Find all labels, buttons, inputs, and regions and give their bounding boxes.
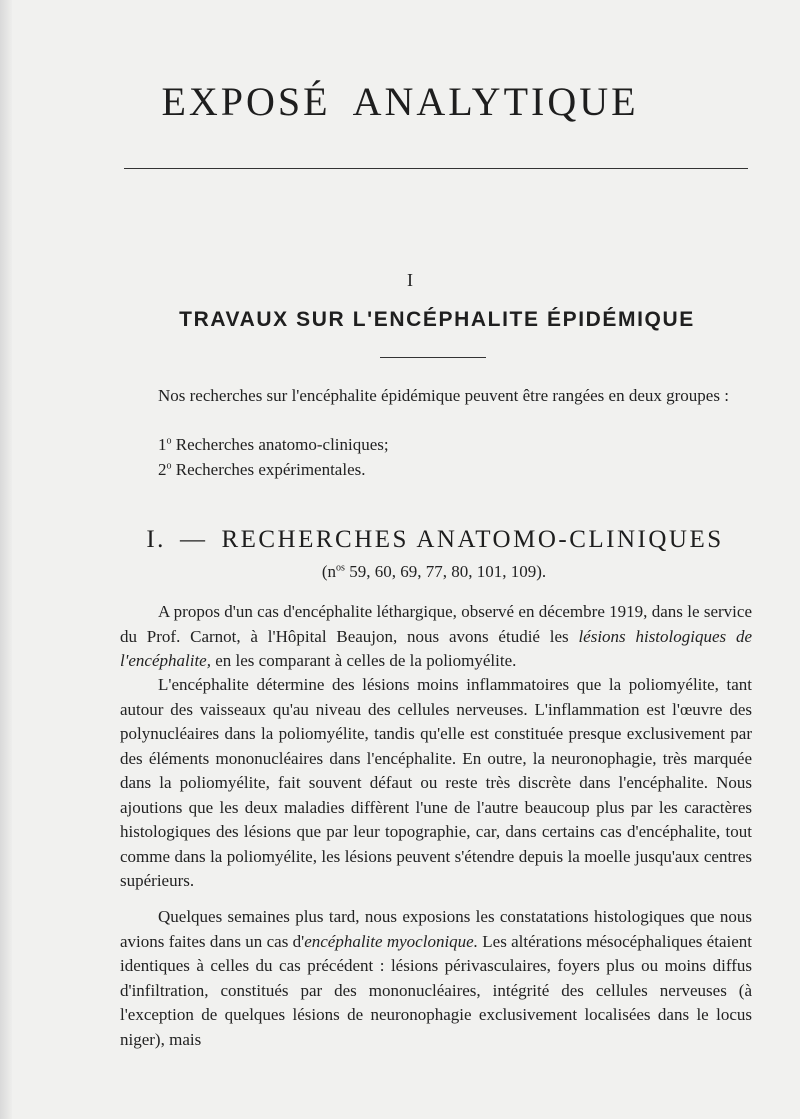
subsection-dash: — <box>179 526 208 553</box>
list-item <box>158 433 389 458</box>
refs-numbers: 59, 60, 69, 77, 80, 101, 109). <box>344 562 547 581</box>
list-item <box>158 458 366 483</box>
subsection-title-text: RECHERCHES ANATOMO-CLINIQUES <box>221 526 724 553</box>
paragraph-3-text-b: Les altérations mésocéphaliques étaient identiques à celles du cas précédent : lésions périvasculaires, foyers plus ou moins diffus d'infiltration, constitués par des mononucléaires, intégrité des cellules nerveuses (à l'exception de quelques lésions de neuronophagie exclusivement localisées dans le locus niger), mais <box>120 931 752 1049</box>
section-number: I <box>407 270 413 290</box>
refs-prefix: (n <box>321 562 337 581</box>
list-item-number: 1 <box>158 435 167 454</box>
page-title <box>0 78 800 125</box>
page-title-part2: ANALYTIQUE <box>352 79 639 124</box>
list-item-ordinal: o <box>166 460 172 472</box>
list-item-label: Recherches expérimentales. <box>171 460 366 479</box>
list-item-number: 2 <box>158 460 167 479</box>
paragraph-3 <box>120 905 752 1052</box>
section-title: TRAVAUX SUR L'ENCÉPHALITE ÉPIDÉMIQUE <box>179 308 695 331</box>
subsection-number: I. <box>146 526 166 553</box>
page-title-part1: EXPOSÉ <box>161 79 331 124</box>
subsection-title <box>0 526 800 554</box>
paragraph-1-emphasis: lésions histologiques de l'encéphalite, <box>120 626 752 670</box>
refs-superscript: os <box>336 562 345 574</box>
paragraph-1 <box>120 600 752 674</box>
intro-paragraph: Nos recherches sur l'encéphalite épidémique peuvent être rangées en deux groupes : <box>158 386 729 405</box>
list-item-ordinal: o <box>166 435 172 447</box>
paragraph-3-text-a: Quelques semaines plus tard, nous exposions les constatations histologiques que nous avions faites dans un cas d' <box>120 907 752 951</box>
paragraph-1-text-b: en les comparant à celles de la poliomyélite. <box>210 651 517 670</box>
paragraph-2: L'encéphalite détermine des lésions moins inflammatoires que la poliomyélite, tant autour des vaisseaux qu'au niveau des cellules nerveuses. L'inflammation est l'œuvre des polynucléaires dans la poliomyélite, tandis qu'elle est constituée presque exclusivement par des éléments mononucléaires dans l'encéphalite. En outre, la neuronophagie, très marquée dans la poliomyélite, fait souvent défaut ou reste très discrète dans l'encéphalite. Nous ajoutions que les deux maladies diffèrent l'une de l'autre beaucoup plus par les caractères histologiques des lésions que par leur topographie, car, dans certains cas d'encéphalite, tout comme dans la poliomyélite, les lésions peuvent s'étendre depuis la moelle jusqu'aux centres supérieurs. <box>120 675 752 890</box>
paragraph-3-emphasis: encéphalite myoclonique. <box>304 931 478 951</box>
page-spine-shadow <box>0 0 12 1119</box>
section-divider <box>380 357 486 358</box>
subsection-references <box>0 562 800 582</box>
paragraph-1-text-a: A propos d'un cas d'encéphalite léthargique, observé en décembre 1919, dans le service du Prof. Carnot, à l'Hôpital Beaujon, nous avons étudié les <box>120 602 752 646</box>
title-divider <box>124 168 748 169</box>
list-item-label: Recherches anatomo-cliniques; <box>171 435 389 454</box>
